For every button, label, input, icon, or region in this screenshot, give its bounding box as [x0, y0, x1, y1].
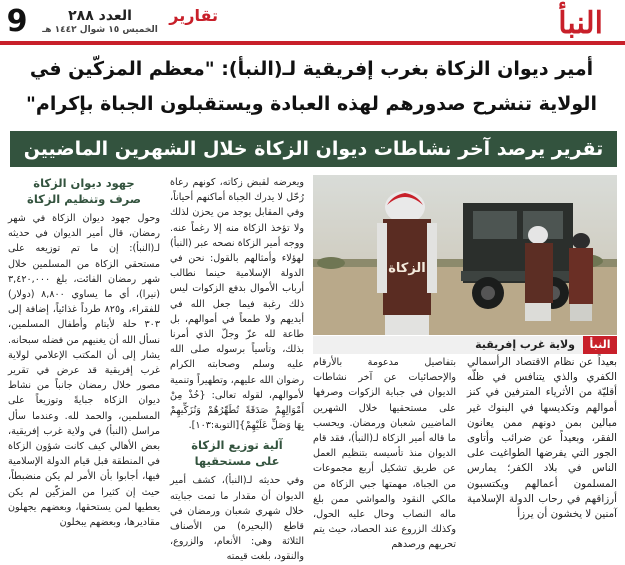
caption-logo: النبأ [583, 336, 617, 354]
issue-number: العدد ٢٨٨ [68, 8, 132, 24]
column-text: ويعرضه لقبض زكاته، كونهم رعاة رُحّل لا يدرك الجباة أماكنهم أحياناً، وفي المقابل يوجد من يحزن لذلك ولا تؤخذ الزكاة منه إلا رغماً عنه. ووجه أمير الزكاة نصحه عبر (النبأ) لهؤلاء وأمثالهم بالقول: نحن في الدولة الإسلامية حينما نطالب أرباب الأموال بدفع الزكوات ليس ذلك رغبة فيما جعل الله في أيديهم ولا طمعاً في أموالهم، بل طاعة لله عزّ وجلّ الذي أمرنا بذلك، وتأسياً برسوله صلى الله عليه وسلم وصحابته الكرام رضوان الله عليهم، وتطهيراً وتنمية لأموالهم، لقوله تعالى: {خُذْ مِنْ أَمْوَالِهِمْ صَدَقَةً تُطَهِّرُهُمْ وَتُزَكِّيهِمْ بِهَا وَصَلِّ عَلَيْهِمْ}[التوبة:١٠٣]. [170, 177, 304, 432]
subheading-line-2: على مستحقيها [194, 454, 280, 469]
article-headline [10, 52, 613, 130]
article-column-1 [467, 355, 617, 521]
vest-label: الزكاة [388, 261, 426, 276]
article-photo [313, 175, 617, 335]
newspaper-logo: النبأ [558, 6, 603, 41]
column-text: بتفاصيل مدعومة بالأرقام والإحصائيات عن آخر نشاطات الديوان في جباية الزكوات وصرفها على مستحقيها خلال الشهرين الماضيين شعبان ورمضان. ويحسب ما قاله أمير الزكاة لـ(النبأ)، فقد قام الديوان منذ تأسيسه بتنظيم العمل عن طريق تشكيل أربع مجموعات من الجباة، مهمتها جبي الزكاة من مالكي النقود والمواشي ممن بلغ ماله النصاب وحال عليه الحول، وكذلك الزروع عند الحصاد، حيث يتم تحريهم ورصدهم [313, 357, 456, 551]
page-header [0, 0, 625, 50]
caption-text: ولاية غرب إفريقية [475, 338, 575, 351]
headline-line-2: الولاية تنشرح صدورهم لهذه العبادة ويستقبلون الجباة بإكرام" [26, 93, 597, 115]
column-text: وفي حديثه لـ(النبأ)، كشف أمير الديوان أن مقدار ما تمت جبايته خلال شهري شعبان ورمضان في قاطع (البحيرة) من الأصناف الثلاثة وهي: الأنعام، والزروع، والنقود، بلغت قيمته [170, 475, 304, 563]
subheading-line-2: صرف وتنظيم الزكاة [27, 192, 141, 206]
subtitle-banner: تقرير يرصد آخر نشاطات ديوان الزكاة خلال الشهرين الماضيين [10, 131, 617, 167]
page-number: 9 [6, 4, 28, 39]
photo-caption [313, 336, 617, 354]
issue-date: الخميس ١٥ شوال ١٤٤٢ هـ [42, 25, 158, 35]
article-column-4 [8, 175, 160, 529]
article-column-3 [170, 175, 304, 563]
column-text: وحول جهود ديوان الزكاة في شهر رمضان، قال أمير الديوان في حديثه لـ(النبأ): إن ما تم توزيعه على مستحقي الزكاة من المسلمين خلال شهر رمضان الفائت، بلغ ٣,٤٢٠,٠٠٠ (نيرا)، أي ما يساوي ٨,٨٠٠ (دولار) للفقراء، و٨٢٥ طرداً غذائياً، إضافة إلى ٣٠٣ حلة لأيتام وأطفال المسلمين، نسأل الله أن يغنيهم من فضله سبحانه. يشار إلى أن المكتب الإعلامي لولاية غرب إفريقية قد عرض في تقرير مصور خلال رمضان جانباً من نشاط ديوان الزكاة جبايةً وتوزيعاً على المسلمين، والحمد لله. وعندما سأل مراسل (النبأ) في ولاية غرب إفريقية، بعض الأهالي كيف كانت شؤون الزكاة في المنطقة قبل قيام الدولة الإسلامية فيها، أجابوا بأن الأمر لم يكن منضبطاً، حيث إن كثيرا من المزكّين لم يكن يعطيها لمن يستحقها، وبعضهم يجهلون مقاديرها، وبعضهم يبخلون [8, 213, 160, 529]
subheading-distribution [170, 437, 304, 469]
article-column-2 [313, 355, 456, 551]
headline-line-1: أمير ديوان الزكاة بغرب إفريقية لـ(النبأ): "معظم المزكّين في [29, 58, 594, 80]
subheading-line-1: آلية توزيع الزكاة [191, 438, 283, 453]
column-text: بعيداً عن نظام الاقتصاد الرأسمالي الكفري والذي يتنافس في ظلّه أقليّة من الأثرياء المترفين في كنز أموالهم وتكديسها في البنوك غير مبالين بمن دونهم ممن يعانون الفقر، وبعيداً عن ضرائب وأتاوى الجور التي يفرضها الطواغيت على الناس في بلاد الكفر؛ يمارس المسلمون أعمالهم ويكتسبون أرزاقهم في رحاب الدولة الإسلامية آمنين لا يخشون أن يرزأ [467, 356, 617, 521]
header-rule [0, 41, 625, 45]
subheading-efforts [8, 175, 160, 207]
section-title: تقارير [169, 6, 218, 25]
subheading-line-1: جهود ديوان الزكاة [33, 176, 135, 190]
